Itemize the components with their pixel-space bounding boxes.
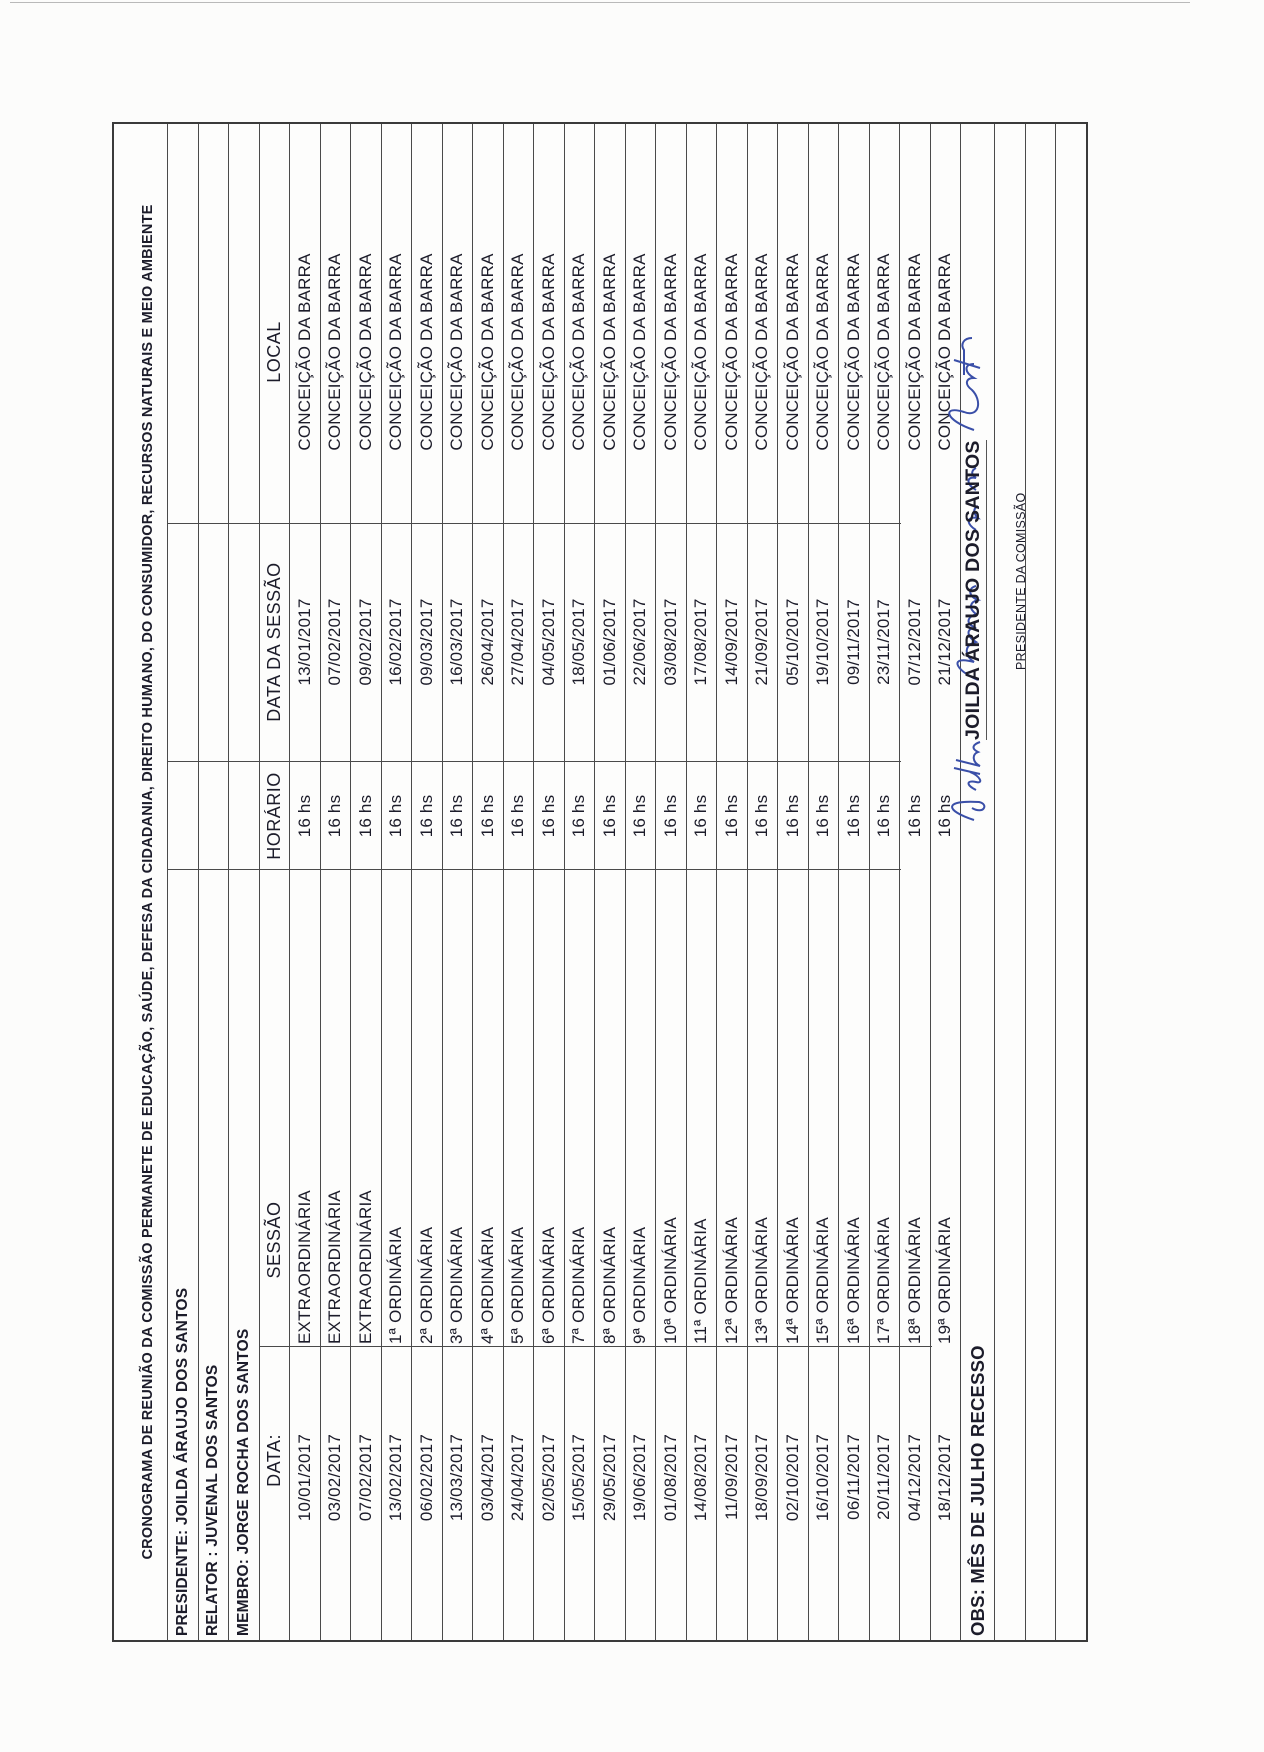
cell-data: 01/08/2017 bbox=[660, 1434, 680, 1522]
cell-local: CONCEIÇÃO DA BARRA bbox=[752, 253, 772, 451]
cell-data-sessao: 16/02/2017 bbox=[386, 598, 406, 686]
cell-sessao: 13ª ORDINÁRIA bbox=[752, 1217, 772, 1344]
cell-data: 19/06/2017 bbox=[630, 1434, 650, 1522]
cell-local: CONCEIÇÃO DA BARRA bbox=[660, 253, 680, 451]
cell-sessao: 14ª ORDINÁRIA bbox=[782, 1217, 802, 1344]
table-row bbox=[870, 124, 901, 1640]
cell-data: 18/09/2017 bbox=[752, 1434, 772, 1522]
cell-data: 13/03/2017 bbox=[447, 1434, 467, 1522]
cell-data: 02/05/2017 bbox=[538, 1434, 558, 1522]
table-row bbox=[656, 124, 687, 1640]
column-rule bbox=[168, 869, 901, 870]
column-rule bbox=[168, 523, 901, 524]
cell-local: CONCEIÇÃO DA BARRA bbox=[477, 253, 497, 451]
cell-local: CONCEIÇÃO DA BARRA bbox=[386, 253, 406, 451]
cell-horario: 16 hs bbox=[294, 794, 314, 838]
table-row bbox=[412, 124, 443, 1640]
cell-local: CONCEIÇÃO DA BARRA bbox=[599, 253, 619, 451]
table-row bbox=[809, 124, 840, 1640]
cell-local: CONCEIÇÃO DA BARRA bbox=[416, 253, 436, 451]
cell-data-sessao: 03/08/2017 bbox=[660, 598, 680, 686]
cell-data-sessao: 23/11/2017 bbox=[874, 599, 894, 685]
cell-sessao: 15ª ORDINÁRIA bbox=[813, 1217, 833, 1344]
cell-sessao: EXTRAORDINÁRIA bbox=[355, 1190, 375, 1344]
cell-sessao: 11ª ORDINÁRIA bbox=[691, 1218, 711, 1344]
table-header bbox=[260, 124, 291, 1640]
cell-horario: 16 hs bbox=[477, 794, 497, 838]
cell-data-sessao: 13/01/2017 bbox=[294, 598, 314, 686]
cell-local: CONCEIÇÃO DA BARRA bbox=[508, 253, 528, 451]
cell-data-sessao: 04/05/2017 bbox=[538, 598, 558, 686]
cell-sessao: 16ª ORDINÁRIA bbox=[843, 1217, 863, 1344]
cell-sessao: 3ª ORDINÁRIA bbox=[447, 1226, 467, 1344]
cell-horario: 16 hs bbox=[660, 794, 680, 838]
table-row bbox=[473, 124, 504, 1640]
cell-data-sessao: 16/03/2017 bbox=[447, 598, 467, 686]
cell-sessao: 8ª ORDINÁRIA bbox=[599, 1226, 619, 1344]
table-row bbox=[778, 124, 809, 1640]
table-row bbox=[351, 124, 382, 1640]
header-horario: HORÁRIO bbox=[263, 772, 284, 860]
cell-horario: 16 hs bbox=[447, 794, 467, 838]
table-row bbox=[748, 124, 779, 1640]
table-row bbox=[290, 124, 321, 1640]
cell-sessao: 10ª ORDINÁRIA bbox=[660, 1217, 680, 1344]
table-row bbox=[321, 124, 352, 1640]
cell-horario: 16 hs bbox=[874, 794, 894, 838]
cell-sessao: EXTRAORDINÁRIA bbox=[294, 1190, 314, 1344]
scan-edge-line bbox=[10, 2, 1190, 3]
cell-horario: 16 hs bbox=[691, 794, 711, 838]
cell-horario: 16 hs bbox=[630, 794, 650, 838]
table-row bbox=[900, 124, 931, 1640]
presidente-line: PRESIDENTE: JOILDA ÁRAUJO DOS SANTOS bbox=[168, 124, 199, 1640]
cell-data-sessao: 14/09/2017 bbox=[721, 598, 741, 686]
cell-local: CONCEIÇÃO DA BARRA bbox=[813, 253, 833, 451]
cell-data-sessao: 09/02/2017 bbox=[355, 598, 375, 686]
cell-data-sessao: 09/03/2017 bbox=[416, 598, 436, 686]
cell-data: 06/02/2017 bbox=[416, 1434, 436, 1522]
cell-sessao: 7ª ORDINÁRIA bbox=[569, 1226, 589, 1344]
signatory-role: PRESIDENTE DA COMISSÃO bbox=[1014, 492, 1028, 670]
cell-data: 20/11/2017 bbox=[874, 1434, 894, 1520]
cell-horario: 16 hs bbox=[782, 794, 802, 838]
cell-local: CONCEIÇÃO DA BARRA bbox=[630, 253, 650, 451]
cell-horario: 16 hs bbox=[721, 794, 741, 838]
cell-sessao: 5ª ORDINÁRIA bbox=[508, 1226, 528, 1344]
cell-horario: 16 hs bbox=[813, 794, 833, 838]
cell-data: 15/05/2017 bbox=[569, 1434, 589, 1522]
signatory-name: JOILDA ÁRAUJO DOS SANTOS bbox=[962, 440, 984, 740]
cell-data-sessao: 27/04/2017 bbox=[508, 598, 528, 686]
cell-horario: 16 hs bbox=[904, 794, 924, 838]
signature-block bbox=[934, 160, 1084, 860]
table-row bbox=[717, 124, 748, 1640]
cell-data-sessao: 07/12/2017 bbox=[904, 598, 924, 686]
cell-data: 02/10/2017 bbox=[782, 1434, 802, 1522]
cell-local: CONCEIÇÃO DA BARRA bbox=[904, 253, 924, 451]
cell-local: CONCEIÇÃO DA BARRA bbox=[843, 253, 863, 451]
column-rule bbox=[168, 761, 901, 762]
cell-local: CONCEIÇÃO DA BARRA bbox=[447, 253, 467, 451]
schedule-sheet bbox=[112, 122, 1088, 1642]
cell-local: CONCEIÇÃO DA BARRA bbox=[294, 253, 314, 451]
cell-local: CONCEIÇÃO DA BARRA bbox=[569, 253, 589, 451]
cell-horario: 16 hs bbox=[752, 794, 772, 838]
cell-horario: 16 hs bbox=[599, 794, 619, 838]
cell-sessao: 6ª ORDINÁRIA bbox=[538, 1226, 558, 1344]
cell-data: 06/11/2017 bbox=[843, 1434, 863, 1520]
cell-sessao: 9ª ORDINÁRIA bbox=[630, 1226, 650, 1344]
cell-data: 14/08/2017 bbox=[691, 1434, 711, 1522]
cell-horario: 16 hs bbox=[325, 794, 345, 838]
cell-local: CONCEIÇÃO DA BARRA bbox=[874, 253, 894, 451]
cell-horario: 16 hs bbox=[843, 794, 863, 838]
cell-data-sessao: 19/10/2017 bbox=[813, 598, 833, 686]
cell-data-sessao: 21/12/2017 bbox=[935, 598, 955, 686]
cell-data: 07/02/2017 bbox=[355, 1434, 375, 1522]
cell-horario: 16 hs bbox=[416, 794, 436, 838]
obs-note: OBS: MÊS DE JULHO RECESSO bbox=[961, 124, 995, 1640]
cell-data: 13/02/2017 bbox=[386, 1434, 406, 1522]
cell-data: 24/04/2017 bbox=[508, 1434, 528, 1522]
cell-data-sessao: 05/10/2017 bbox=[782, 598, 802, 686]
cell-data: 04/12/2017 bbox=[904, 1434, 924, 1522]
table-row bbox=[595, 124, 626, 1640]
cell-horario: 16 hs bbox=[569, 794, 589, 838]
cell-data: 18/12/2017 bbox=[935, 1434, 955, 1522]
cell-data: 10/01/2017 bbox=[294, 1434, 314, 1522]
header-sessao: SESSÃO bbox=[263, 1201, 284, 1279]
cell-sessao: 18ª ORDINÁRIA bbox=[904, 1217, 924, 1344]
cell-data-sessao: 21/09/2017 bbox=[752, 598, 772, 686]
cell-sessao: 12ª ORDINÁRIA bbox=[721, 1217, 741, 1344]
table-row bbox=[687, 124, 718, 1640]
cell-local: CONCEIÇÃO DA BARRA bbox=[691, 253, 711, 451]
table-row bbox=[839, 124, 870, 1640]
cell-data: 03/04/2017 bbox=[477, 1434, 497, 1522]
membro-line: MEMBRO: JORGE ROCHA DOS SANTOS bbox=[229, 124, 260, 1640]
cell-data-sessao: 01/06/2017 bbox=[599, 598, 619, 686]
signature-line bbox=[986, 440, 987, 740]
cell-data-sessao: 09/11/2017 bbox=[843, 599, 863, 685]
cell-data-sessao: 18/05/2017 bbox=[569, 598, 589, 686]
table-row bbox=[626, 124, 657, 1640]
cell-local: CONCEIÇÃO DA BARRA bbox=[721, 253, 741, 451]
cell-data-sessao: 22/06/2017 bbox=[630, 598, 650, 686]
header-data-sessao: DATA DA SESSÃO bbox=[263, 562, 284, 722]
cell-data-sessao: 07/02/2017 bbox=[325, 598, 345, 686]
cell-horario: 16 hs bbox=[538, 794, 558, 838]
cell-horario: 16 hs bbox=[355, 794, 375, 838]
cell-sessao: EXTRAORDINÁRIA bbox=[325, 1190, 345, 1344]
cell-horario: 16 hs bbox=[386, 794, 406, 838]
cell-sessao: 17ª ORDINÁRIA bbox=[874, 1217, 894, 1344]
cell-local: CONCEIÇÃO DA BARRA bbox=[782, 253, 802, 451]
cell-sessao: 19ª ORDINÁRIA bbox=[935, 1217, 955, 1344]
table-row bbox=[382, 124, 413, 1640]
relator-line: RELATOR : JUVENAL DOS SANTOS bbox=[199, 124, 230, 1640]
cell-local: CONCEIÇÃO DA BARRA bbox=[935, 253, 955, 451]
cell-data-sessao: 17/08/2017 bbox=[691, 598, 711, 686]
cell-data: 03/02/2017 bbox=[325, 1434, 345, 1522]
table-row bbox=[504, 124, 535, 1640]
cell-sessao: 1ª ORDINÁRIA bbox=[386, 1226, 406, 1344]
table-row bbox=[534, 124, 565, 1640]
cell-data: 16/10/2017 bbox=[813, 1434, 833, 1522]
header-data: DATA: bbox=[263, 1434, 284, 1487]
table-row bbox=[443, 124, 474, 1640]
column-rule bbox=[260, 1346, 932, 1347]
cell-horario: 16 hs bbox=[508, 794, 528, 838]
cell-data-sessao: 26/04/2017 bbox=[477, 598, 497, 686]
cell-data: 11/09/2017 bbox=[721, 1434, 741, 1520]
cell-local: CONCEIÇÃO DA BARRA bbox=[355, 253, 375, 451]
cell-horario: 16 hs bbox=[935, 794, 955, 838]
cell-local: CONCEIÇÃO DA BARRA bbox=[538, 253, 558, 451]
table-row bbox=[565, 124, 596, 1640]
cell-local: CONCEIÇÃO DA BARRA bbox=[325, 253, 345, 451]
cell-sessao: 2ª ORDINÁRIA bbox=[416, 1226, 436, 1344]
document-title: CRONOGRAMA DE REUNIÃO DA COMISSÃO PERMANETE DE EDUCAÇÃO, SAÚDE, DEFESA DA CIDADANIA, DIREITO HUMANO, DO CONSUMIDOR, RECURSOS NATURAIS E MEIO AMBIENTE bbox=[114, 124, 168, 1640]
cell-data: 29/05/2017 bbox=[599, 1434, 619, 1522]
cell-sessao: 4ª ORDINÁRIA bbox=[477, 1226, 497, 1344]
header-local: LOCAL bbox=[263, 321, 284, 383]
